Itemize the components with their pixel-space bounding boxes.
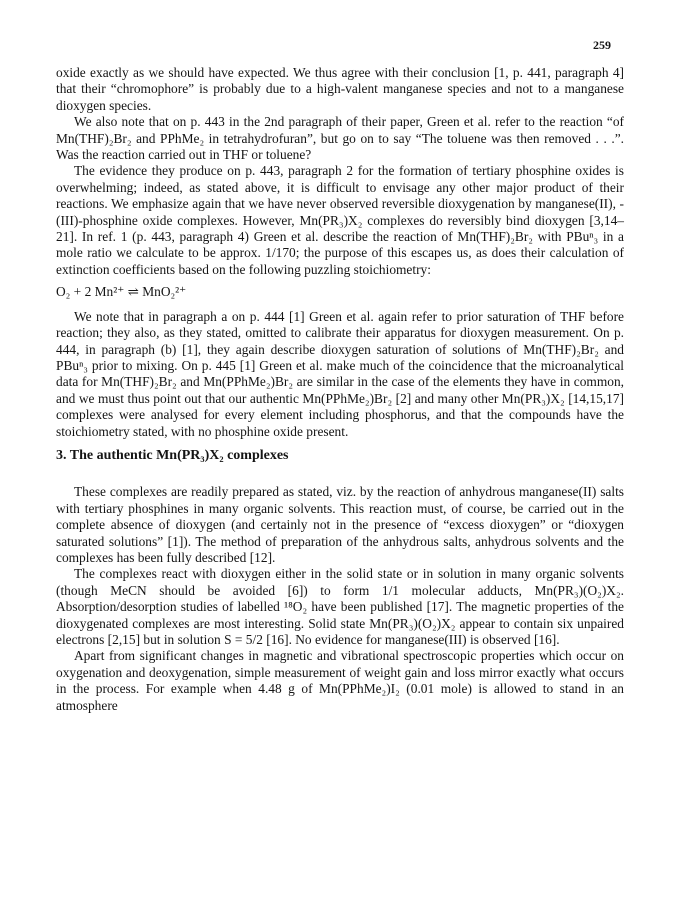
paragraph-6: The complexes react with dioxygen either in the solid state or in solution in many organic solvents (though MeCN should be avoided [6]) to form 1/1 molecular adducts, Mn(PR₃)(O₂)X₂. Absorption/desorption studies of labelled ¹⁸O₂ have been published [17]. The magnetic properties of the dioxygenated complexes are most interesting. Solid state Mn(PR₃)(O₂)X₂ appear to contain six unpaired electrons [2,15] but in solution S = 5/2 [16]. No evidence for manganese(III) is observed [16]. xyxy=(56,566,624,647)
paragraph-5: These complexes are readily prepared as stated, viz. by the reaction of anhydrous manganese(II) salts with tertiary phosphines in many organic solvents. This reaction must, of course, be carried out in the complete absence of dioxygen (and certainly not in the presence of “excess dioxygen” or “dioxygen saturated solutions” [1]). The method of preparation of the anhydrous salts, anhydrous solvents and the complexes has been fully described [12]. xyxy=(56,484,624,565)
paragraph-7: Apart from significant changes in magnetic and vibrational spectroscopic properties which occur on oxygenation and deoxygenation, simple measurement of weight gain and loss mirror exactly what occurs in the process. For example when 4.48 g of Mn(PPhMe₂)I₂ (0.01 mole) is allowed to stand in an atmosphere xyxy=(56,648,624,713)
paragraph-2: We also note that on p. 443 in the 2nd paragraph of their paper, Green et al. refer to the reaction “of Mn(THF)₂Br₂ and PPhMe₂ in tetrahydrofuran”, but go on to say “The toluene was then removed . . .”. Was the reaction carried out in THF or toluene? xyxy=(56,114,624,163)
paragraph-4: We note that in paragraph a on p. 444 [1] Green et al. again refer to prior saturation of THF before reaction; they also, as they stated, omitted to calibrate their apparatus for dioxygen measurement. On p. 444, in paragraph (b) [1], they again describe dioxygen saturation of solutions of Mn(THF)₂Br₂ and PBuⁿ₃ prior to mixing. On p. 445 [1] Green et al. make much of the coincidence that the microanalytical data for Mn(THF)₂Br₂ and Mn(PPhMe₂)Br₂ are similar in the case of the elements they have in common, and we must thus point out that our authentic Mn(PPhMe₂)Br₂ [2] and many other Mn(PR₃)X₂ [14,15,17] complexes were analysed for every element including phosphorus, and that the compounds have the stoichiometry stated, with no phosphine oxide present. xyxy=(56,308,624,439)
equation: O₂ + 2 Mn²⁺ ⇌ MnO₂²⁺ xyxy=(56,284,187,300)
section-heading: 3. The authentic Mn(PR₃)X₂ complexes xyxy=(56,447,289,463)
paragraph-1: oxide exactly as we should have expected. We thus agree with their conclusion [1, p. 441, paragraph 4] that their “chromophore” is probably due to a high-valent manganese species and not to a manganese dioxygen species. xyxy=(56,65,624,113)
paragraph-3: The evidence they produce on p. 443, paragraph 2 for the formation of tertiary phosphine oxides is overwhelming; indeed, as stated above, it is difficult to envisage any other major product of their reactions. We emphasize again that we have never observed reversible dioxygenation by manganese(II), -(III)-phosphine oxide complexes. However, Mn(PR₃)X₂ complexes do reversibly bind dioxygen [3,14–21]. In ref. 1 (p. 443, paragraph 4) Green et al. describe the reaction of Mn(THF)₂Br₂ with PBuⁿ₃ in a mole ratio we calculate to be approx. 1/170; the purpose of this escapes us, as does their calculation of extinction coefficients based on the following puzzling stoichiometry: xyxy=(56,163,624,277)
page-number: 259 xyxy=(593,38,611,52)
article-body xyxy=(56,65,624,714)
